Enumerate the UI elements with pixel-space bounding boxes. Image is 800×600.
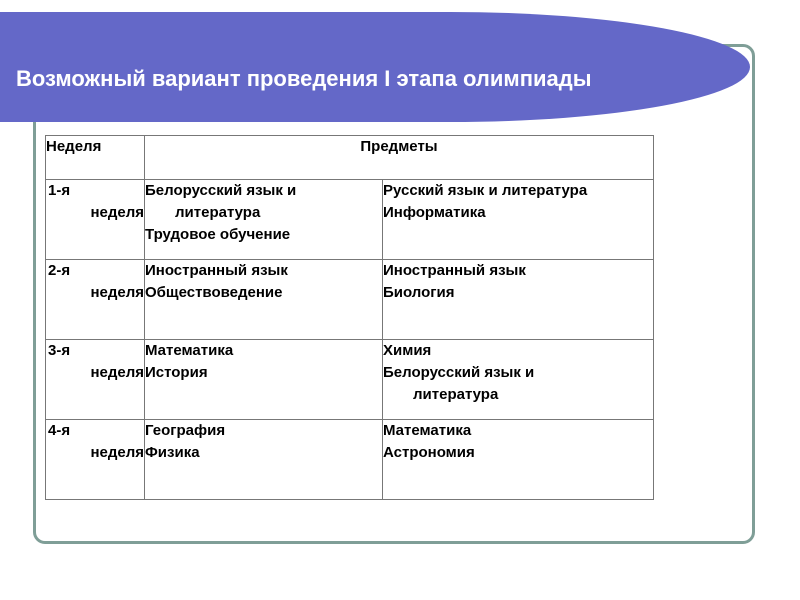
subject-item: Биология: [383, 284, 455, 301]
subject-item: Иностранный язык: [383, 262, 526, 279]
subject-item: литература: [413, 386, 499, 403]
subject-item: Химия: [383, 342, 432, 359]
subjects-cell-a: [145, 420, 383, 500]
subject-item: Трудовое обучение: [145, 226, 291, 243]
slide-title: Возможный вариант проведения I этапа олимпиады: [16, 66, 592, 91]
subject-item: Физика: [145, 444, 200, 461]
subject-item: Русский язык и литература: [383, 182, 588, 199]
subject-item: Математика: [145, 342, 234, 359]
header-week: Неделя: [46, 136, 145, 180]
week-cell: [46, 340, 145, 420]
subjects-cell-a: [145, 260, 383, 340]
subject-item: Информатика: [383, 204, 486, 221]
subject-item: литература: [175, 204, 261, 221]
table-row: [46, 180, 654, 260]
subject-item: История: [145, 364, 208, 381]
table-row: [46, 340, 654, 420]
subject-item: Иностранный язык: [145, 262, 288, 279]
subject-item: Белорусский язык и: [383, 364, 535, 381]
week-number: 1-я: [48, 182, 71, 199]
week-number: 3-я: [48, 342, 71, 359]
week-word: неделя: [90, 284, 144, 301]
week-cell: [46, 260, 145, 340]
subjects-cell-b: [383, 180, 654, 260]
title-banner: [0, 12, 750, 122]
week-word: неделя: [90, 364, 144, 381]
week-number: 4-я: [48, 422, 71, 439]
week-word: неделя: [90, 444, 144, 461]
subjects-cell-b: [383, 260, 654, 340]
subject-item: Обществоведение: [145, 284, 283, 301]
table-row: [46, 420, 654, 500]
subject-item: География: [145, 422, 226, 439]
subjects-cell-b: [383, 420, 654, 500]
week-cell: [46, 180, 145, 260]
week-cell: [46, 420, 145, 500]
header-subjects: Предметы: [145, 136, 654, 180]
schedule-table: [45, 135, 654, 500]
header-row: [46, 136, 654, 180]
subjects-cell-a: [145, 180, 383, 260]
week-number: 2-я: [48, 262, 71, 279]
subject-item: Математика: [383, 422, 472, 439]
table-row: [46, 260, 654, 340]
subject-item: Астрономия: [383, 444, 475, 461]
subjects-cell-b: [383, 340, 654, 420]
subject-item: Белорусский язык и: [145, 182, 297, 199]
subjects-cell-a: [145, 340, 383, 420]
week-word: неделя: [90, 204, 144, 221]
